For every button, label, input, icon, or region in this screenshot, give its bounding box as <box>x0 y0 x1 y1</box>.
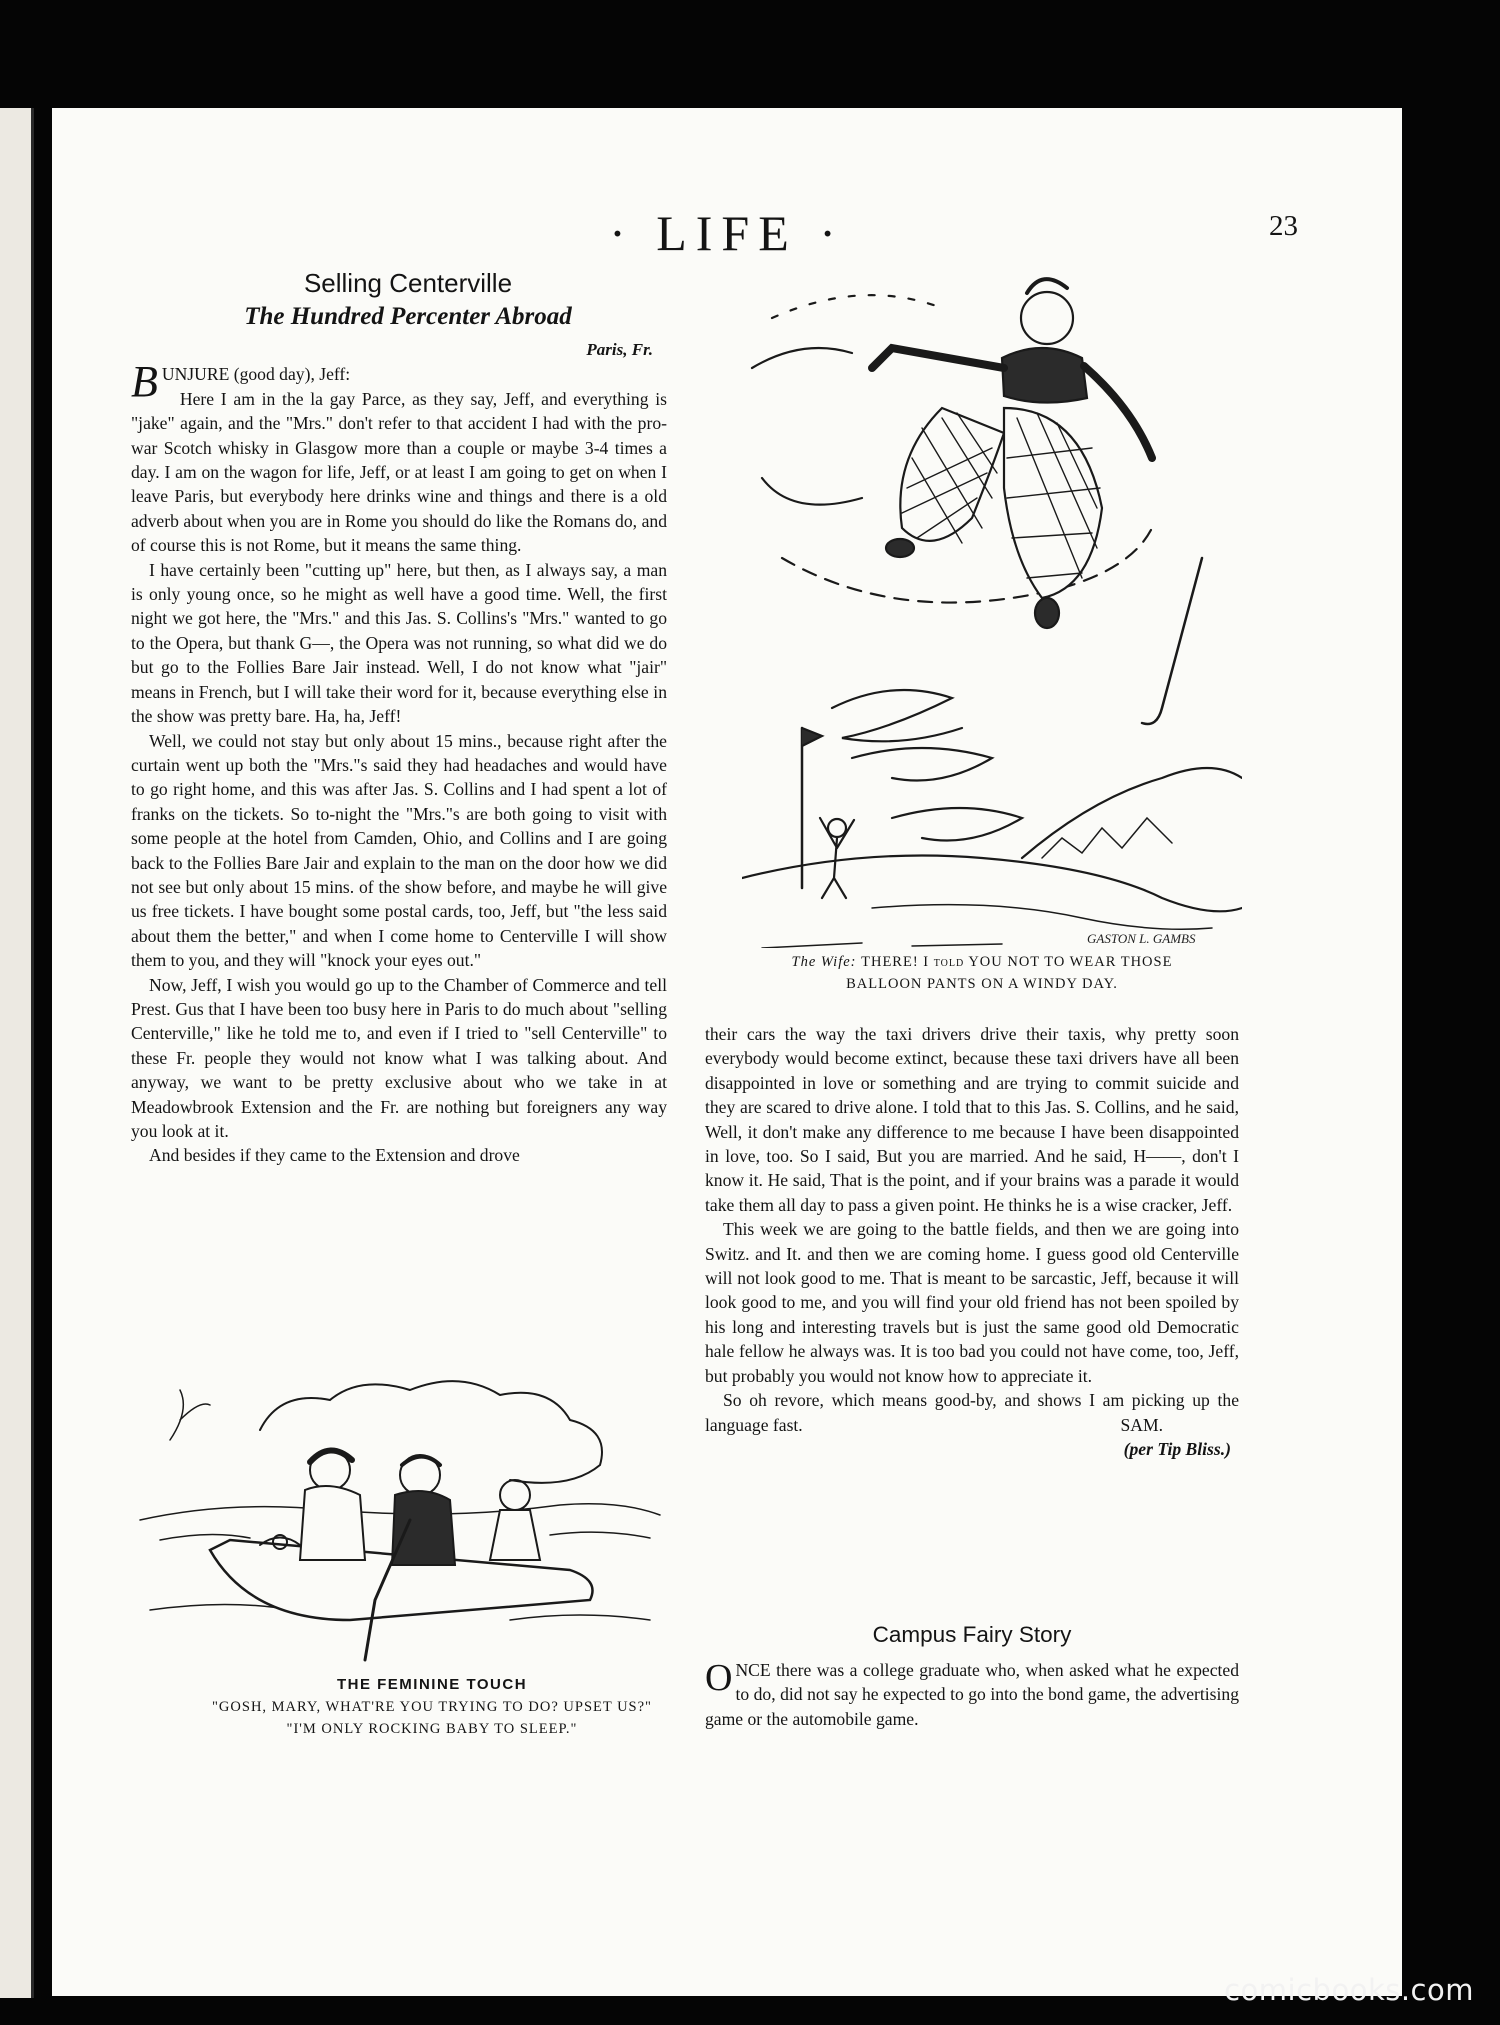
left-page-edge <box>0 108 34 1998</box>
masthead: · LIFE · <box>609 205 845 261</box>
caption-line-2: BALLOON PANTS ON A WINDY DAY. <box>846 976 1118 992</box>
caption-line-1: THERE! I told YOU NOT TO WEAR THOSE <box>861 954 1173 970</box>
closing-text: So oh revore, which means good-by, and shows I am picking up the language fast. <box>705 1390 1239 1435</box>
campus-story-text: NCE there was a college graduate who, when asked what he expected to do, did not say he expected to go into the bond game, the advertising game or the automobile game. <box>705 1660 1239 1729</box>
caption-title: THE FEMININE TOUCH <box>336 1676 528 1693</box>
article-subtitle: The Hundred Percenter Abroad <box>244 303 572 330</box>
caption-line-1: "GOSH, MARY, WHAT'RE YOU TRYING TO DO? UPSET US?" <box>212 1699 652 1715</box>
boat-cartoon-caption <box>192 1674 672 1740</box>
drop-cap: B <box>131 357 158 407</box>
page-number: 23 <box>1269 210 1298 242</box>
article-paragraph <box>705 1388 1239 1437</box>
article-salutation <box>131 357 667 407</box>
campus-story-title: Campus Fairy Story <box>872 1622 1072 1647</box>
article-credit: (per Tip Bliss.) <box>1123 1438 1231 1459</box>
drop-cap: O <box>705 1657 733 1699</box>
watermark: comicbooks.com <box>1224 1973 1474 2007</box>
article-left-column <box>131 266 667 1168</box>
signature: SAM. <box>1120 1414 1163 1435</box>
caption-line-2: "I'M ONLY ROCKING BABY TO SLEEP." <box>286 1721 578 1737</box>
article-paragraph: Well, we could not stay but only about 15 mins., because right after the curtain went up both the "Mrs."s said they had headaches and would have to go right home, and this was after Jas. S. Collins and I had spent a lot of franks on the tickets. So to-night the "Mrs."s are both going to visit with some people at the hotel from Camden, Ohio, and Collins and I are going back to the Follies Bare Jair and explain to the man on the door how we did not see but only about 15 mins. of the show before, and maybe he will give us free tickets. I have bought some postal cards, too, Jeff, but "the less said about them the better," and when I come home to Centerville I will show them to you, and they will "knock your eyes out." <box>131 730 667 971</box>
campus-story-paragraph <box>705 1658 1239 1731</box>
article-paragraph: This week we are going to the battle fields, and then we are going into Switz. and It. and then we are coming home. I guess good old Centerville will not look good to me. That is meant to be sarcastic, Jeff, because it will look good to me, and you will find your old friend has not been spoiled by his long and interesting travels but is just the same good old Democratic hale fellow he always was. It is too bad you could not have come, too, Jeff, but probably you would not know how to appreciate it. <box>705 1219 1239 1386</box>
article-paragraph: I have certainly been "cutting up" here, but then, as I always say, a man is only young once, so he might as well have a good time. Well, the first night we got here, the "Mrs." and this Jas. S. Collins's "Mrs." wanted to go to the Opera, but thank G—, the Opera was not running, so what did we do but go to the Follies Bare Jair instead. Well, I do not know what "jair" means in French, but I will take their word for it, because everything else in the show was pretty bare. Ha, ha, Jeff! <box>131 559 667 727</box>
golf-cartoon-illustration <box>742 258 1242 948</box>
golf-cartoon-caption <box>732 951 1232 995</box>
artist-signature: GASTON L. GAMBS <box>1087 931 1196 946</box>
article-paragraph: And besides if they came to the Extension and drove <box>149 1145 520 1166</box>
article-dateline: Paris, Fr. <box>586 340 653 359</box>
boat-cartoon-illustration <box>130 1370 670 1670</box>
article-paragraph: Now, Jeff, I wish you would go up to the Chamber of Commerce and tell Prest. Gus that I have been too busy here in Paris to do much about "selling Centerville," like he told me to, and even if I tried to "sell Centerville" to these Fr. people they would not know what I was talking about. And anyway, we want to be pretty exclusive about who we take in at Meadowbrook Extension and the Fr. are nothing but foreigners any way you look at it. <box>131 974 667 1141</box>
magazine-page <box>52 108 1402 1996</box>
article-paragraph: Here I am in the la gay Parce, as they say, Jeff, and everything is "jake" again, and the "Mrs." don't refer to that accident I had with the pro-war Scotch whisky in Glasgow more than a couple or maybe 3-4 times a day. I am on the wagon for life, Jeff, or at least I am going to get on when I leave Paris, but everybody here drinks wine and things and there is a old adverb about when you are in Rome you should do like the Romans do, and of course this is not Rome, but it means the same thing. <box>131 388 667 556</box>
campus-story-body <box>705 1658 1239 1731</box>
caption-speaker: The Wife: <box>791 954 857 970</box>
article-right-column <box>705 1022 1239 1461</box>
article-title: Selling Centerville <box>303 268 513 298</box>
article-paragraph: their cars the way the taxi drivers drive their taxis, why pretty soon everybody would become extinct, because these taxi drivers have all been disappointed in love or something and are trying to commit suicide and they are scared to drive alone. I told that to this Jas. S. Collins, and he said, Well, it don't make any difference to me because I have been disappointed in love, too. So I said, But you are married. And he said, H——, don't I know it. He said, That is the point, and if your brains was a parade it would take them all day to pass a given point. He thinks he is a wise cracker, Jeff. <box>705 1024 1239 1215</box>
salutation-text: UNJURE (good day), Jeff: <box>161 364 351 385</box>
